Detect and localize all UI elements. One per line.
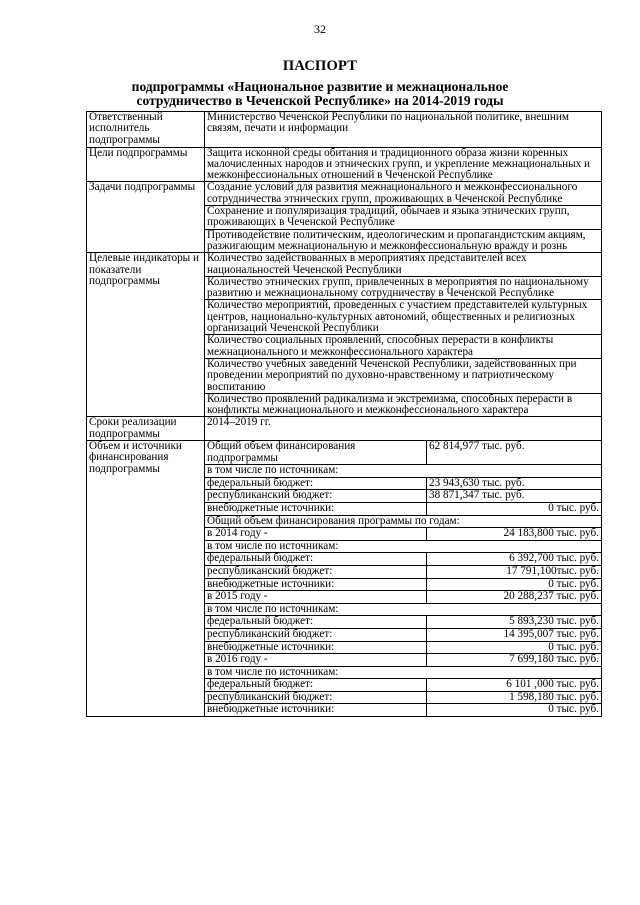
task-item: Сохранение и популяризация традиций, обычаев и языка этнических групп, проживающих в Чеченской Республике (205, 205, 601, 229)
fin-row (205, 578, 601, 591)
fin-total-value: 62 814,977 тыс. руб. (427, 441, 602, 465)
executor-text: Министерство Чеченской Республики по национальной политике, внешним связям, печати и информации (205, 112, 602, 148)
fin-2014-republic-value: 17 791,100тыс. руб. (427, 565, 602, 578)
passport-table (86, 111, 602, 717)
fin-row (205, 603, 601, 616)
indicator-item: Количество мероприятий, проведенных с участием представителей культурных центров, национально-культурных автономий, общественных и религиозных организаций Чеченской Республики (205, 299, 601, 334)
fin-2014-including: в том числе по источникам: (205, 540, 601, 553)
tasks-cell (205, 182, 602, 253)
fin-row (205, 502, 601, 515)
row-terms (87, 417, 602, 441)
indicator-item: Количество задействованных в мероприятиях представителей всех национальностей Чеченской Республики (207, 252, 527, 276)
document-subtitle (0, 80, 640, 108)
fin-2014-extra-label: внебюджетные источники: (205, 578, 427, 591)
fin-2014-extra-value: 0 тыс. руб. (427, 578, 602, 591)
terms-label: Сроки реализации подпрограммы (87, 417, 205, 441)
fin-row (205, 477, 601, 490)
fin-by-years: Общий объем финансирования программы по годам: (205, 515, 601, 528)
financing-label: Объем и источники финансирования подпрограммы (87, 441, 205, 717)
fin-2014-republic-label: республиканский бюджет: (205, 565, 427, 578)
indicators-cell (205, 253, 602, 417)
fin-including: в том числе по источникам: (205, 465, 601, 478)
subtitle-line-2: сотрудничество в Чеченской Республике» на 2014-2019 годы (136, 93, 504, 108)
page-number: 32 (314, 22, 326, 36)
fin-2015-federal-label: федеральный бюджет: (205, 616, 427, 629)
row-tasks (87, 182, 602, 253)
fin-total-label: Общий объем финансирования подпрограммы (205, 441, 427, 465)
fin-row (205, 666, 601, 679)
document-title: ПАСПОРТ (282, 58, 358, 74)
task-item: Создание условий для развития межнационального и межконфессионального сотрудничества этнических групп, проживающих в Чеченской Республике (207, 181, 578, 205)
indicator-item: Количество проявлений радикализма и экстремизма, способных перерасти в конфликты межнационального и межконфессионального характера (205, 393, 601, 417)
fin-2015-extra-label: внебюджетные источники: (205, 641, 427, 654)
fin-2015-federal-value: 5 893,230 тыс. руб. (427, 616, 602, 629)
indicator-item: Количество социальных проявлений, способных перерасти в конфликты межнационального и межконфессионального характера (205, 334, 601, 358)
fin-2014-value: 24 183,800 тыс. руб. (427, 528, 602, 541)
fin-row (205, 540, 601, 553)
row-financing (87, 441, 602, 717)
subtitle-line-1: подпрограммы «Национальное развитие и межнациональное (131, 79, 509, 94)
fin-row (205, 490, 601, 503)
fin-2014-label: в 2014 году - (205, 528, 427, 541)
fin-2016-republic-value: 1 598,180 тыс. руб. (427, 691, 602, 704)
fin-2016-value: 7 699,180 тыс. руб. (427, 654, 602, 667)
executor-label: Ответственный исполнитель подпрограммы (87, 112, 205, 148)
task-item: Противодействие политическим, идеологическим и пропагандистским акциям, разжигающим межнациональную и межконфессиональную вражду и рознь (205, 229, 601, 253)
fin-2014-federal-value: 6 392,700 тыс. руб. (427, 553, 602, 566)
row-executor (87, 112, 602, 148)
fin-extra-label: внебюджетные источники: (205, 502, 427, 515)
terms-text: 2014–2019 гг. (205, 417, 602, 441)
row-indicators (87, 253, 602, 417)
fin-row (205, 591, 601, 604)
fin-2016-federal-label: федеральный бюджет: (205, 679, 427, 692)
fin-row (205, 641, 601, 654)
fin-2015-including: в том числе по источникам: (205, 603, 601, 616)
fin-row (205, 441, 601, 465)
fin-extra-value: 0 тыс. руб. (427, 502, 602, 515)
fin-2016-label: в 2016 году - (205, 654, 427, 667)
fin-row (205, 616, 601, 629)
fin-2015-extra-value: 0 тыс. руб. (427, 641, 602, 654)
fin-row (205, 679, 601, 692)
fin-2016-including: в том числе по источникам: (205, 666, 601, 679)
fin-row (205, 691, 601, 704)
fin-2016-extra-label: внебюджетные источники: (205, 704, 427, 716)
fin-2016-extra-value: 0 тыс. руб. (427, 704, 602, 716)
fin-row (205, 515, 601, 528)
indicator-item: Количество этнических групп, привлеченных в мероприятия по национальному развитию и межнациональному сотрудничеству в Чеченской Республике (205, 276, 601, 300)
fin-row (205, 704, 601, 716)
row-goals (87, 147, 602, 182)
fin-row (205, 465, 601, 478)
fin-row (205, 628, 601, 641)
fin-2015-label: в 2015 году - (205, 591, 427, 604)
goals-text: Защита исконной среды обитания и традиционного образа жизни коренных малочисленных народов и этнических групп, и укрепление межнациональных и межконфессиональных отношений в Чеченской Республике (205, 147, 602, 182)
fin-2015-republic-label: республиканский бюджет: (205, 628, 427, 641)
financing-table (205, 441, 601, 716)
fin-2016-federal-value: 6 101 ,000 тыс. руб. (427, 679, 602, 692)
fin-federal-label: федеральный бюджет: (205, 477, 427, 490)
fin-row (205, 654, 601, 667)
fin-2015-value: 20 288,237 тыс. руб. (427, 591, 602, 604)
fin-republic-label: республиканский бюджет: (205, 490, 427, 503)
fin-2015-republic-value: 14 395,007 тыс. руб. (427, 628, 602, 641)
goals-label: Цели подпрограммы (87, 147, 205, 182)
fin-row (205, 565, 601, 578)
fin-federal-value: 23 943,630 тыс. руб. (427, 477, 602, 490)
fin-2016-republic-label: республиканский бюджет: (205, 691, 427, 704)
indicators-label: Целевые индикаторы и показатели подпрограммы (87, 253, 205, 417)
indicator-item: Количество учебных заведений Чеченской Республики, задействованных при проведении мероприятий по духовно-нравственному и патриотическому воспитанию (205, 358, 601, 393)
fin-2014-federal-label: федеральный бюджет: (205, 553, 427, 566)
financing-cell (205, 441, 602, 717)
fin-row (205, 528, 601, 541)
fin-row (205, 553, 601, 566)
tasks-label: Задачи подпрограммы (87, 182, 205, 253)
fin-republic-value: 38 871,347 тыс. руб. (427, 490, 602, 503)
